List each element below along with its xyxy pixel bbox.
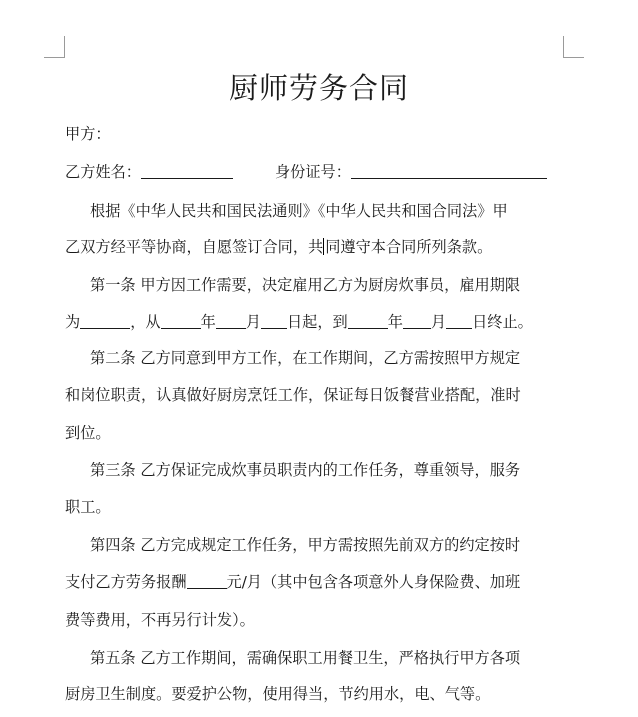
article-3-line-1: 第三条 乙方保证完成炊事员职责内的工作任务，尊重领导，服务	[90, 461, 521, 479]
intro-line-2b: 同遵守本合同所列条款。	[325, 238, 493, 256]
article-4-line-1: 第四条 乙方完成规定工作任务，甲方需按照先前双方的约定按时	[90, 536, 521, 554]
start-day-field[interactable]	[261, 313, 287, 329]
text-fragment: 月	[245, 313, 261, 331]
intro-line-2	[65, 237, 575, 257]
id-number-label: 身份证号：	[274, 163, 351, 181]
text-fragment: 年	[200, 313, 216, 331]
party-a-label: 甲方：	[65, 125, 111, 143]
article-5-line-1: 第五条 乙方工作期间，需确保职工用餐卫生，严格执行甲方各项	[90, 649, 521, 667]
text-fragment: 日终止。	[472, 313, 533, 331]
article-4-line-3: 费等费用，不再另行计发）。	[65, 611, 255, 629]
text-fragment: 年	[387, 313, 403, 331]
article-1-line-1: 第一条 甲方因工作需要，决定雇用乙方为厨房炊事员，雇用期限	[90, 276, 521, 294]
party-a-line	[65, 124, 575, 144]
party-b-name-label: 乙方姓名：	[65, 163, 141, 181]
article-3-line-2: 职工。	[65, 498, 111, 516]
document-title: 厨师劳务合同	[228, 71, 409, 105]
article-1-line-2	[65, 312, 575, 332]
article-2-line-2: 和岗位职责，认真做好厨房烹饪工作，保证每日饭餐营业搭配，准时	[65, 386, 521, 404]
crop-mark-top-right	[563, 36, 584, 58]
text-fragment: 为	[65, 313, 81, 331]
article-4-line-2	[65, 572, 575, 592]
text-fragment: ，从	[130, 313, 161, 331]
crop-mark-top-left	[44, 36, 65, 58]
end-year-field[interactable]	[348, 313, 388, 329]
article-4-line-2b: 元/月（其中包含各项意外人身保险费、加班	[226, 573, 521, 591]
start-month-field[interactable]	[216, 313, 246, 329]
party-b-line	[65, 162, 575, 182]
intro-line-2a: 乙双方经平等协商，自愿签订合同，共	[65, 238, 324, 256]
end-day-field[interactable]	[446, 313, 472, 329]
text-fragment: 月	[430, 313, 447, 331]
article-2-line-3: 到位。	[65, 424, 111, 442]
term-length-field[interactable]	[80, 313, 130, 329]
text-fragment: 日起，到	[286, 313, 348, 331]
id-number-field[interactable]	[351, 163, 547, 179]
monthly-pay-field[interactable]	[187, 573, 227, 589]
article-2-line-1: 第二条 乙方同意到甲方工作，在工作期间，乙方需按照甲方规定	[90, 349, 521, 367]
end-month-field[interactable]	[403, 313, 431, 329]
intro-line-1: 根据《中华人民共和国民法通则》《中华人民共和国合同法》甲	[90, 202, 508, 220]
start-year-field[interactable]	[161, 313, 201, 329]
article-5-line-2: 厨房卫生制度。要爱护公物，使用得当，节约用水，电、气等。	[65, 685, 491, 703]
party-b-name-field[interactable]	[141, 163, 233, 179]
article-4-line-2a: 支付乙方劳务报酬	[65, 573, 187, 591]
